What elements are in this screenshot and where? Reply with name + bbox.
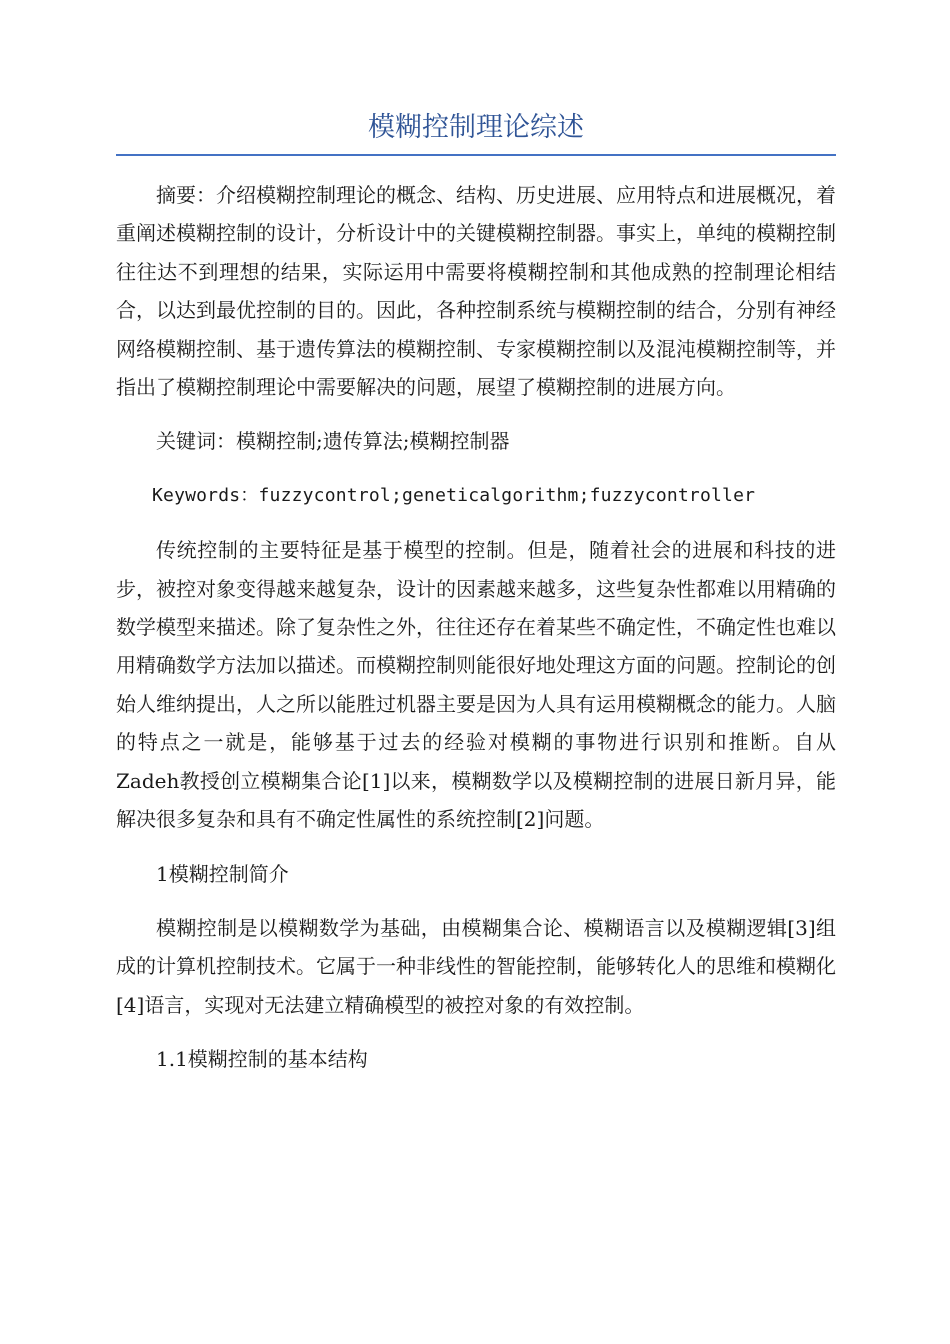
section-1-1-heading: 1.1模糊控制的基本结构 xyxy=(156,1047,368,1072)
title-underline xyxy=(116,154,836,156)
section-1-heading: 1模糊控制简介 xyxy=(156,861,289,886)
intro-paragraph: 传统控制的主要特征是基于模型的控制。但是，随着社会的进展和科技的进步，被控对象变得越来越复杂，设计的因素越来越多，这些复杂性都难以用精确的数学模型来描述。除了复杂性之外，往往还存在着某些不确定性，不确定性也难以用精确数学方法加以描述。而模糊控制则能很好地处理这方面的问题。控制论的创始人维纳提出，人之所以能胜过机器主要是因为人具有运用模糊概念的能力。人脑的特点之一就是，能够基于过去的经验对模糊的事物进行识别和推断。自从Zadeh教授创立模糊集合论[1]以来，模糊数学以及模糊控制的进展日新月异，能解决很多复杂和具有不确定性属性的系统控制[2]问题。 xyxy=(116,538,836,832)
keywords-english: Keywords：fuzzycontrol;geneticalgorithm;fuzzycontroller xyxy=(152,484,756,506)
document-page xyxy=(116,110,836,1079)
section-1-paragraph: 模糊控制是以模糊数学为基础，由模糊集合论、模糊语言以及模糊逻辑[3]组成的计算机控制技术。它属于一种非线性的智能控制，能够转化人的思维和模糊化[4]语言，实现对无法建立精确模型的被控对象的有效控制。 xyxy=(116,915,836,1017)
keywords-chinese: 关键词：模糊控制;遗传算法;模糊控制器 xyxy=(156,429,510,454)
document-title: 模糊控制理论综述 xyxy=(368,112,584,143)
abstract-paragraph: 摘要：介绍模糊控制理论的概念、结构、历史进展、应用特点和进展概况，着重阐述模糊控制的设计，分析设计中的关键模糊控制器。事实上，单纯的模糊控制往往达不到理想的结果，实际运用中需要将模糊控制和其他成熟的控制理论相结合，以达到最优控制的目的。因此，各种控制系统与模糊控制的结合，分别有神经网络模糊控制、基于遗传算法的模糊控制、专家模糊控制以及混沌模糊控制等，并指出了模糊控制理论中需要解决的问题，展望了模糊控制的进展方向。 xyxy=(116,183,836,400)
